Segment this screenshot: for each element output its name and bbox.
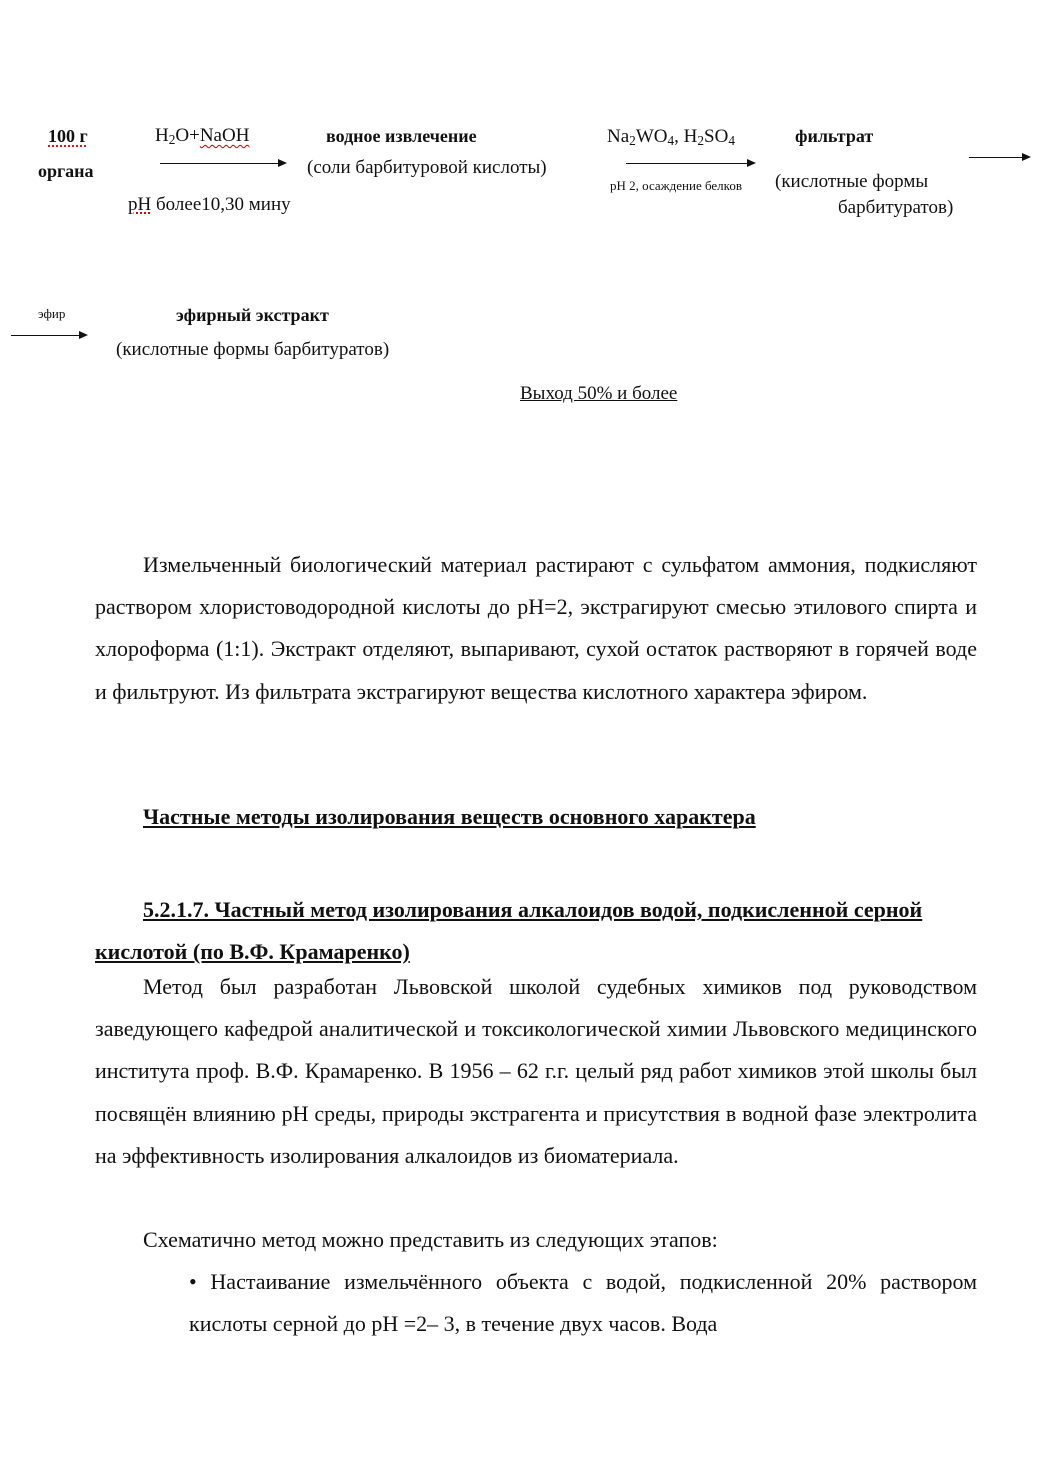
arrow-1 — [160, 163, 285, 164]
node-ether-extract-title: эфирный экстракт — [176, 305, 329, 325]
node-filtrate-title: фильтрат — [795, 126, 874, 146]
reagent-na2wo4-h2so4: $Na_2WO_4$, $H_2SO_4$ — [607, 126, 735, 148]
paragraph-barbiturate-method: Измельченный биологический материал растирают с сульфатом аммония, подкисляют раствором хлористоводородной кислоты до pH=2, экстрагируют смесью этилового спирта и хлороформа (1:1). Экстракт отделяют, выпаривают, сухой остаток растворяют в горячей воде и фильтруют. Из фильтрата экстрагируют вещества кислотного характера эфиром. — [95, 552, 977, 704]
arrow-4 — [11, 335, 86, 336]
organ-label: органа — [38, 161, 94, 181]
node-ether-extract-desc: (кислотные формы барбитуратов) — [116, 339, 390, 360]
reagent-h2o-naoh: $H_2O+NaOH$ — [155, 125, 250, 147]
node-water-extract-desc: (соли барбитуровой кислоты) — [307, 157, 547, 178]
organ-amount: 100 г — [48, 126, 88, 146]
condition-ph2-protein: pH 2, осаждение белков — [610, 178, 742, 193]
reagent-ether: эфир — [38, 306, 66, 321]
node-water-extract-title: водное извлечение — [326, 126, 477, 146]
list-item-stage-1: • Настаивание измельчённого объекта с водой, подкисленной 20% раствором кислоты серной до pH =2– 3, в течение двух часов. Вода — [189, 1269, 977, 1337]
bullet-icon: • — [189, 1269, 197, 1294]
paragraph-stages-intro: Схематично метод можно представить из следующих этапов: — [143, 1227, 718, 1252]
condition-ph-time: pH более10,30 мину — [128, 194, 291, 215]
node-filtrate-desc-2: барбитуратов) — [838, 197, 954, 218]
yield-note: Выход 50% и более — [520, 383, 678, 404]
section-heading-basic-substances: Частные методы изолирования веществ основного характера — [143, 804, 756, 829]
paragraph-method-history: Метод был разработан Львовской школой судебных химиков под руководством заведующего кафедрой аналитической и токсикологической химии Львовского медицинского института проф. В.Ф. Крамаренко. В 1956 – 62 г.г. целый ряд работ химиков этой школы был посвящён влиянию pH среды, природы экстрагента и присутствия в водной фазе электролита на эффективность изолирования алкалоидов из биоматериала. — [95, 974, 977, 1168]
node-filtrate-desc-1: (кислотные формы — [775, 171, 929, 192]
arrow-3 — [969, 157, 1029, 158]
arrow-2 — [626, 163, 754, 164]
subsection-heading-kramarenko: 5.2.1.7. Частный метод изолирования алкалоидов водой, подкисленной серной кислотой (по В.Ф. Крамаренко) — [95, 897, 923, 965]
